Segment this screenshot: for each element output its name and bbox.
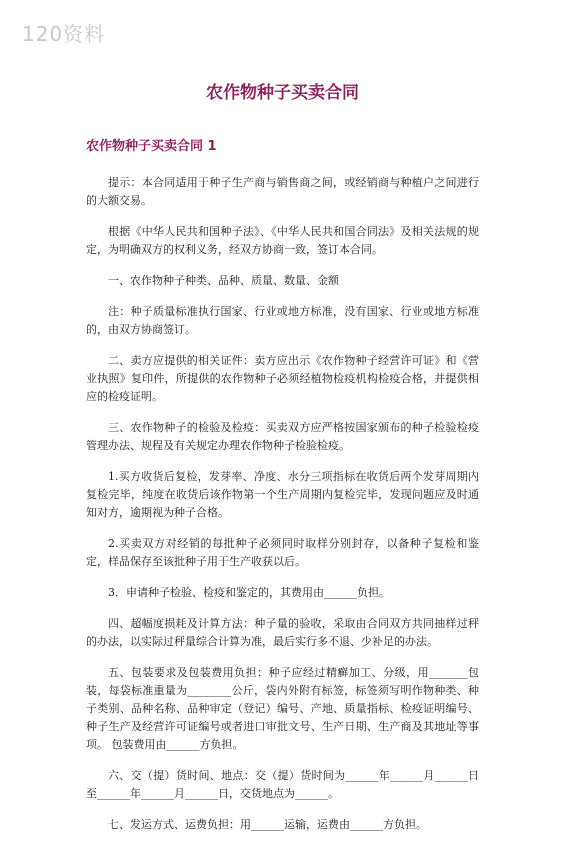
clause-6: 六、交（提）货时间、地点：交（提）货时间为______年______月______日至______年______月______日，交货地点为______。 xyxy=(86,769,479,800)
clause-2: 二、卖方应提供的相关证件：卖方应出示《农作物种子经营许可证》和《营业执照》复印件，所提供的农作物种子必须经植物检疫机构检疫合格，并提供相应的检疫证明。 xyxy=(86,354,479,403)
clause-7: 七、发运方式、运费负担：用______运输，运费由______方负担。 xyxy=(108,818,427,831)
clause-1-note: 注：种子质量标准执行国家、行业或地方标准，没有国家、行业或地方标准的，由双方协商签订。 xyxy=(86,305,479,336)
contract-body xyxy=(86,174,479,847)
watermark-logo: 120资料 xyxy=(22,22,106,46)
clause-3-item-2: 2.买卖双方对经销的每批种子必须同时取样分别封存，以备种子复检和鉴定，样品保存至该批种子用于生产收获以后。 xyxy=(86,537,479,568)
clause-5: 五、包装要求及包装费用负担：种子应经过精癣加工、分级，用_______包装，每袋标准重量为________公斤，袋内外附有标签，标签须写明作物种类、种子类别、品种名称、品种审定（登记）编号、产地、质量指标、检疫证明编号、种子生产及经营许可证编号或者进口审批文号、生产日期、生产商及其地址等事项。 包装费用由______方负担。 xyxy=(86,666,479,751)
clause-3: 三、农作物种子的检验及检疫：买卖双方应严格按国家颁布的种子检验检疫管理办法、规程及有关规定办理农作物种子检验检疫。 xyxy=(86,421,479,452)
clause-1-heading: 一、农作物种子种类、品种、质量、数量、金额 xyxy=(108,274,339,287)
paragraph-notice: 提示：本合同适用于种子生产商与销售商之间，或经销商与种植户之间进行的大额交易。 xyxy=(86,176,479,207)
clause-3-item-1: 1.买方收货后复检，发芽率、净度、水分三项指标在收货后两个发芽周期内复检完毕，纯度在收货后该作物第一个生产周期内复检完毕，发现问题应及时通知对方，逾期视为种子合格。 xyxy=(86,470,479,519)
section-title: 农作物种子买卖合同 1 xyxy=(86,139,217,154)
clause-3-item-3: 3．申请种子检验、检疫和鉴定的，其费用由______负担。 xyxy=(108,586,390,599)
clause-4: 四、超幅度损耗及计算方法：种子量的验收，采取由合同双方共同抽样过秤的办法，以实际过秤量综合计算为准，最后实行多不退、少补足的办法。 xyxy=(86,617,479,648)
document-title: 农作物种子买卖合同 xyxy=(206,83,359,103)
paragraph-legal-basis: 根据《中华人民共和国种子法》、《中华人民共和国合同法》及相关法规的规定，为明确双方的权利义务，经双方协商一致，签订本合同。 xyxy=(86,225,479,256)
